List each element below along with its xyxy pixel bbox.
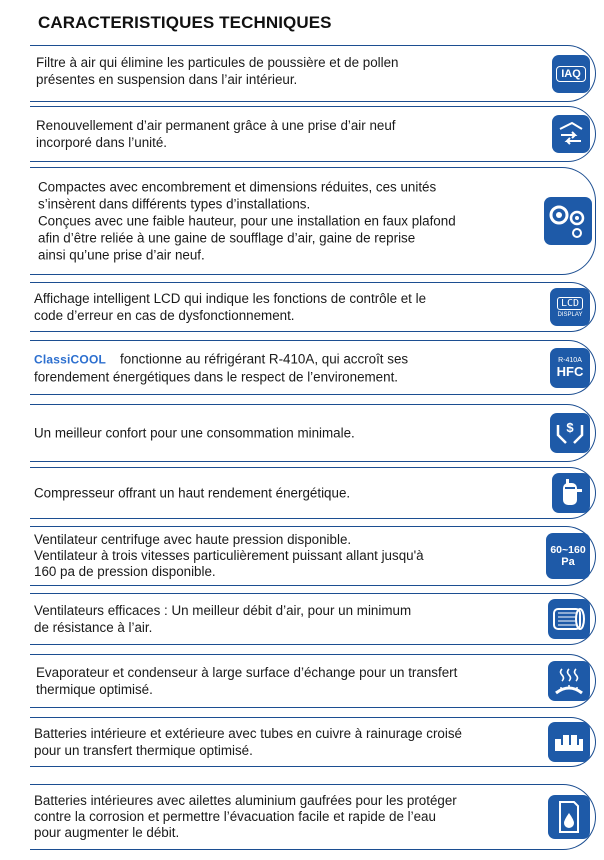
iaq-icon (552, 55, 590, 93)
lcd-display-icon (550, 288, 590, 326)
feature-text-line: Renouvellement d’air permanent grâce à une prise d’air neuf (36, 118, 396, 133)
feature-text-line: Un meilleur confort pour une consommation minimale. (34, 425, 355, 441)
feature-text-line: Compresseur offrant un haut rendement énergétique. (34, 485, 351, 501)
feature-text-line: contre la corrosion et permettre l’évacuation facile et rapide de l’eau (34, 809, 436, 824)
hfc-icon-sublabel: R-410A (558, 356, 582, 364)
feature-fan-pressure (0, 526, 604, 586)
feature-text-line: Ventilateur à trois vitesses particulièrement puissant allant jusqu'à (34, 548, 424, 563)
feature-comfort (0, 404, 604, 462)
duct-outlets-icon (544, 197, 592, 245)
feature-text-line: Ventilateur centrifuge avec haute pression disponible. (34, 532, 352, 547)
feature-evaporator (0, 654, 604, 708)
feature-text-line: s’insèrent dans différents types d’installations. (38, 196, 311, 212)
savings-hands-icon (550, 413, 590, 453)
pressure-icon-unit: Pa (561, 556, 575, 568)
page-title: CARACTERISTIQUES TECHNIQUES (38, 13, 332, 32)
feature-text-line: Affichage intelligent LCD qui indique les fonctions de contrôle et le (34, 291, 427, 306)
feature-air-filter (0, 45, 604, 102)
feature-efficient-fans (0, 593, 604, 645)
feature-copper-tubes (0, 717, 604, 767)
feature-text-line: afin d’être reliée à une gaine de soufflage d’air, gaine de reprise (38, 230, 416, 246)
feature-text-line: pour un transfert thermique optimisé. (34, 743, 253, 758)
feature-text-line: forendement énergétiques dans le respect de l’environement. (34, 369, 399, 384)
feature-fresh-air (0, 106, 604, 162)
feature-text-line: pour augmenter le débit. (34, 825, 180, 840)
feature-text-line: Batteries intérieures avec ailettes aluminium gaufrées pour les protéger (34, 793, 457, 808)
feature-text-line: Ventilateurs efficaces : Un meilleur débit d’air, pour un minimum (34, 603, 412, 618)
pressure-icon (546, 533, 590, 579)
feature-compact (0, 167, 604, 275)
feature-lcd (0, 282, 604, 332)
svg-text:$: $ (566, 420, 574, 435)
refrigerant-hfc-icon (550, 348, 590, 388)
feature-text-line: Evaporateur et condenseur à large surface d’échange pour un transfert (36, 665, 458, 680)
feature-compressor (0, 467, 604, 519)
iaq-icon-label: IAQ (556, 66, 586, 82)
feature-text-line: Compactes avec encombrement et dimensions réduites, ces unités (38, 179, 437, 195)
feature-text-line: de résistance à l’air. (34, 620, 153, 635)
water-drain-icon (548, 795, 590, 839)
feature-refrigerant (0, 340, 604, 395)
feature-text-line: fonctionne au réfrigérant R-410A, qui accroît ses (120, 351, 409, 366)
pressure-icon-label: 60~160 (550, 544, 586, 556)
heat-exchange-icon (548, 661, 590, 701)
feature-text-line: thermique optimisé. (36, 682, 153, 697)
feature-text-line: présentes en suspension dans l’air intérieur. (36, 72, 298, 88)
feature-text-line: Batteries intérieure et extérieure avec tubes en cuivre à rainurage croisé (34, 726, 462, 741)
compressor-icon (552, 473, 590, 513)
lcd-icon-sublabel: DISPLAY (557, 311, 583, 318)
feature-text-line: Conçues avec une faible hauteur, pour une installation en faux plafond (38, 213, 456, 229)
feature-text-line: 160 pa de pression disponible. (34, 564, 216, 579)
fresh-air-icon (552, 115, 590, 153)
feature-text-line: code d’erreur en cas de dysfonctionnement. (34, 308, 295, 323)
lcd-icon-label: LCD (557, 297, 583, 310)
classicool-logo: ClassiCOOL (34, 352, 107, 366)
feature-text-line: incorporé dans l’unité. (36, 135, 168, 150)
feature-text-line: ainsi qu’une prise d’air neuf. (38, 247, 205, 263)
feature-aluminium-fins (0, 784, 604, 850)
feature-text-line: Filtre à air qui élimine les particules de poussière et de pollen (36, 55, 399, 71)
hfc-icon-label: HFC (556, 363, 584, 379)
copper-tubes-icon (548, 722, 590, 762)
fan-rotor-icon (548, 599, 590, 639)
